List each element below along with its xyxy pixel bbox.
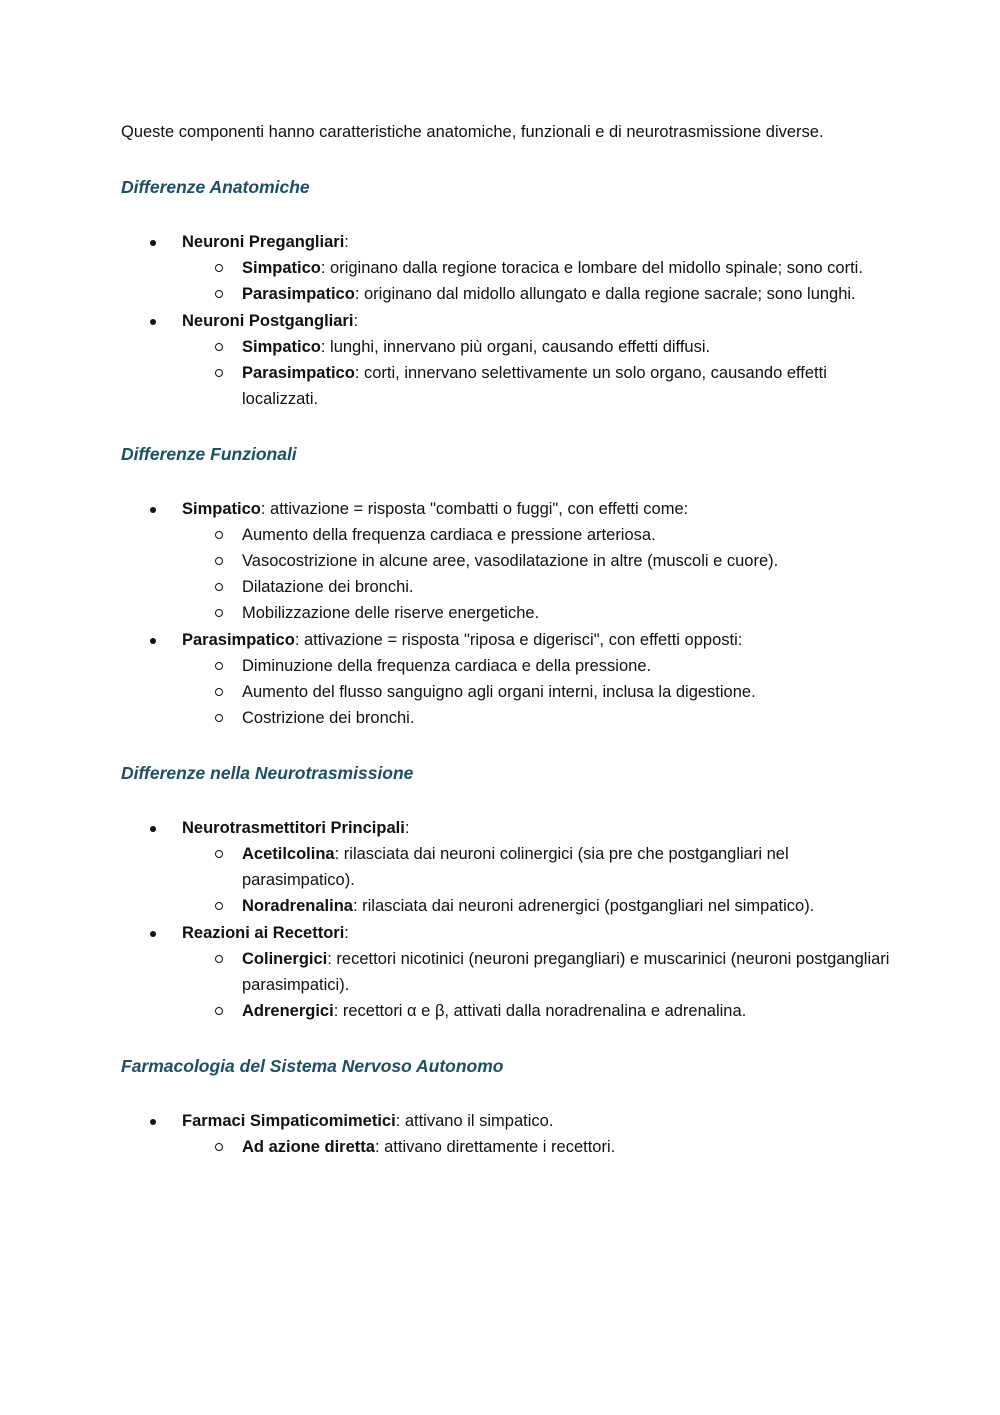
list-item — [121, 815, 891, 919]
bullet-icon — [150, 240, 156, 246]
sub-list-item — [182, 281, 891, 307]
sub-list — [182, 946, 891, 1024]
sub-item-text: Vasocostrizione in alcune aree, vasodilatazione in altre (muscoli e cuore). — [242, 552, 779, 570]
sub-item-term: Acetilcolina — [242, 845, 335, 863]
bullet-list — [121, 1108, 891, 1160]
item-text: : — [344, 233, 349, 251]
item-text: : attivano il simpatico. — [395, 1112, 554, 1130]
sub-list-item — [182, 653, 891, 679]
sub-item-text: : rilasciata dai neuroni colinergici (sia pre che postgangliari nel parasimpatico). — [242, 845, 789, 889]
sub-list — [182, 255, 891, 307]
circle-bullet-icon — [215, 955, 223, 963]
document-content — [121, 119, 891, 1161]
section-heading: Differenze Funzionali — [121, 444, 297, 464]
sub-list-item — [182, 522, 891, 548]
sub-list — [182, 841, 891, 919]
sub-item-term: Ad azione diretta — [242, 1138, 375, 1156]
circle-bullet-icon — [215, 609, 223, 617]
bullet-icon — [150, 507, 156, 513]
section-heading: Differenze Anatomiche — [121, 177, 310, 197]
item-text: : — [344, 924, 349, 942]
circle-bullet-icon — [215, 688, 223, 696]
item-term: Farmaci Simpaticomimetici — [182, 1112, 396, 1130]
sub-item-text: Aumento del flusso sanguigno agli organi interni, inclusa la digestione. — [242, 683, 756, 701]
sub-list-item — [182, 255, 891, 281]
circle-bullet-icon — [215, 583, 223, 591]
sub-list-item — [182, 893, 891, 919]
item-term: Neurotrasmettitori Principali — [182, 819, 405, 837]
item-text: : attivazione = risposta "combatti o fuggi", con effetti come: — [260, 500, 689, 518]
item-term: Neuroni Pregangliari — [182, 233, 345, 251]
bullet-icon — [150, 931, 156, 937]
circle-bullet-icon — [215, 714, 223, 722]
sub-list-item — [182, 705, 891, 731]
sub-item-text: Dilatazione dei bronchi. — [242, 578, 414, 596]
sub-item-term: Parasimpatico — [242, 285, 355, 303]
circle-bullet-icon — [215, 290, 223, 298]
sub-list — [182, 334, 891, 412]
sub-list-item — [182, 1134, 891, 1160]
sub-item-text: : corti, innervano selettivamente un solo organo, causando effetti localizzati. — [242, 364, 827, 408]
sub-list — [182, 1134, 891, 1160]
sub-list-item — [182, 574, 891, 600]
bullet-icon — [150, 319, 156, 325]
intro-paragraph: Queste componenti hanno caratteristiche anatomiche, funzionali e di neurotrasmissione diverse. — [121, 123, 824, 141]
item-text: : attivazione = risposta "riposa e digerisci", con effetti opposti: — [294, 631, 743, 649]
item-term: Simpatico — [182, 500, 261, 518]
bullet-icon — [150, 826, 156, 832]
sub-list — [182, 522, 891, 626]
item-text: : — [404, 819, 410, 837]
item-text: : — [353, 312, 359, 330]
sub-item-text: : rilasciata dai neuroni adrenergici (postgangliari nel simpatico). — [352, 897, 815, 915]
sub-item-text: : recettori α e β, attivati dalla noradrenalina e adrenalina. — [333, 1002, 747, 1020]
sub-item-text: : recettori nicotinici (neuroni pregangliari) e muscarinici (neuroni postgangliari parasimpatici). — [242, 950, 890, 994]
list-item — [121, 308, 891, 412]
circle-bullet-icon — [215, 850, 223, 858]
circle-bullet-icon — [215, 662, 223, 670]
bullet-list — [121, 496, 891, 731]
item-term: Reazioni ai Recettori — [182, 924, 345, 942]
list-item — [121, 229, 891, 307]
sub-item-text: : attivano direttamente i recettori. — [374, 1138, 616, 1156]
item-term: Neuroni Postgangliari — [182, 312, 354, 330]
sub-item-term: Noradrenalina — [242, 897, 353, 915]
bullet-list — [121, 815, 891, 1024]
sub-item-text: : originano dalla regione toracica e lombare del midollo spinale; sono corti. — [320, 259, 863, 277]
sub-item-term: Simpatico — [242, 259, 321, 277]
bullet-icon — [150, 638, 156, 644]
sub-list-item — [182, 334, 891, 360]
list-item — [121, 496, 891, 626]
circle-bullet-icon — [215, 531, 223, 539]
sub-list-item — [182, 600, 891, 626]
circle-bullet-icon — [215, 343, 223, 351]
list-item — [121, 920, 891, 1024]
sub-list-item — [182, 946, 891, 998]
list-item — [121, 627, 891, 731]
sub-item-text: : originano dal midollo allungato e dalla regione sacrale; sono lunghi. — [354, 285, 856, 303]
sub-item-text: : lunghi, innervano più organi, causando effetti diffusi. — [320, 338, 711, 356]
bullet-list — [121, 229, 891, 412]
sub-item-text: Aumento della frequenza cardiaca e pressione arteriosa. — [242, 526, 656, 544]
circle-bullet-icon — [215, 1143, 223, 1151]
bullet-icon — [150, 1119, 156, 1125]
sub-item-term: Simpatico — [242, 338, 321, 356]
sub-list-item — [182, 841, 891, 893]
sub-item-term: Colinergici — [242, 950, 328, 968]
sub-list-item — [182, 679, 891, 705]
sub-item-text: Mobilizzazione delle riserve energetiche. — [242, 604, 540, 622]
sub-list-item — [182, 548, 891, 574]
sub-item-term: Adrenergici — [242, 1002, 334, 1020]
sub-item-text: Costrizione dei bronchi. — [242, 709, 415, 727]
list-item — [121, 1108, 891, 1160]
circle-bullet-icon — [215, 264, 223, 272]
circle-bullet-icon — [215, 369, 223, 377]
section-heading: Differenze nella Neurotrasmissione — [121, 763, 414, 783]
circle-bullet-icon — [215, 557, 223, 565]
sub-list — [182, 653, 891, 731]
sub-item-text: Diminuzione della frequenza cardiaca e della pressione. — [242, 657, 652, 675]
section-heading: Farmacologia del Sistema Nervoso Autonomo — [121, 1056, 504, 1076]
circle-bullet-icon — [215, 1007, 223, 1015]
item-term: Parasimpatico — [182, 631, 295, 649]
sub-list-item — [182, 360, 891, 412]
sub-item-term: Parasimpatico — [242, 364, 355, 382]
sub-list-item — [182, 998, 891, 1024]
circle-bullet-icon — [215, 902, 223, 910]
